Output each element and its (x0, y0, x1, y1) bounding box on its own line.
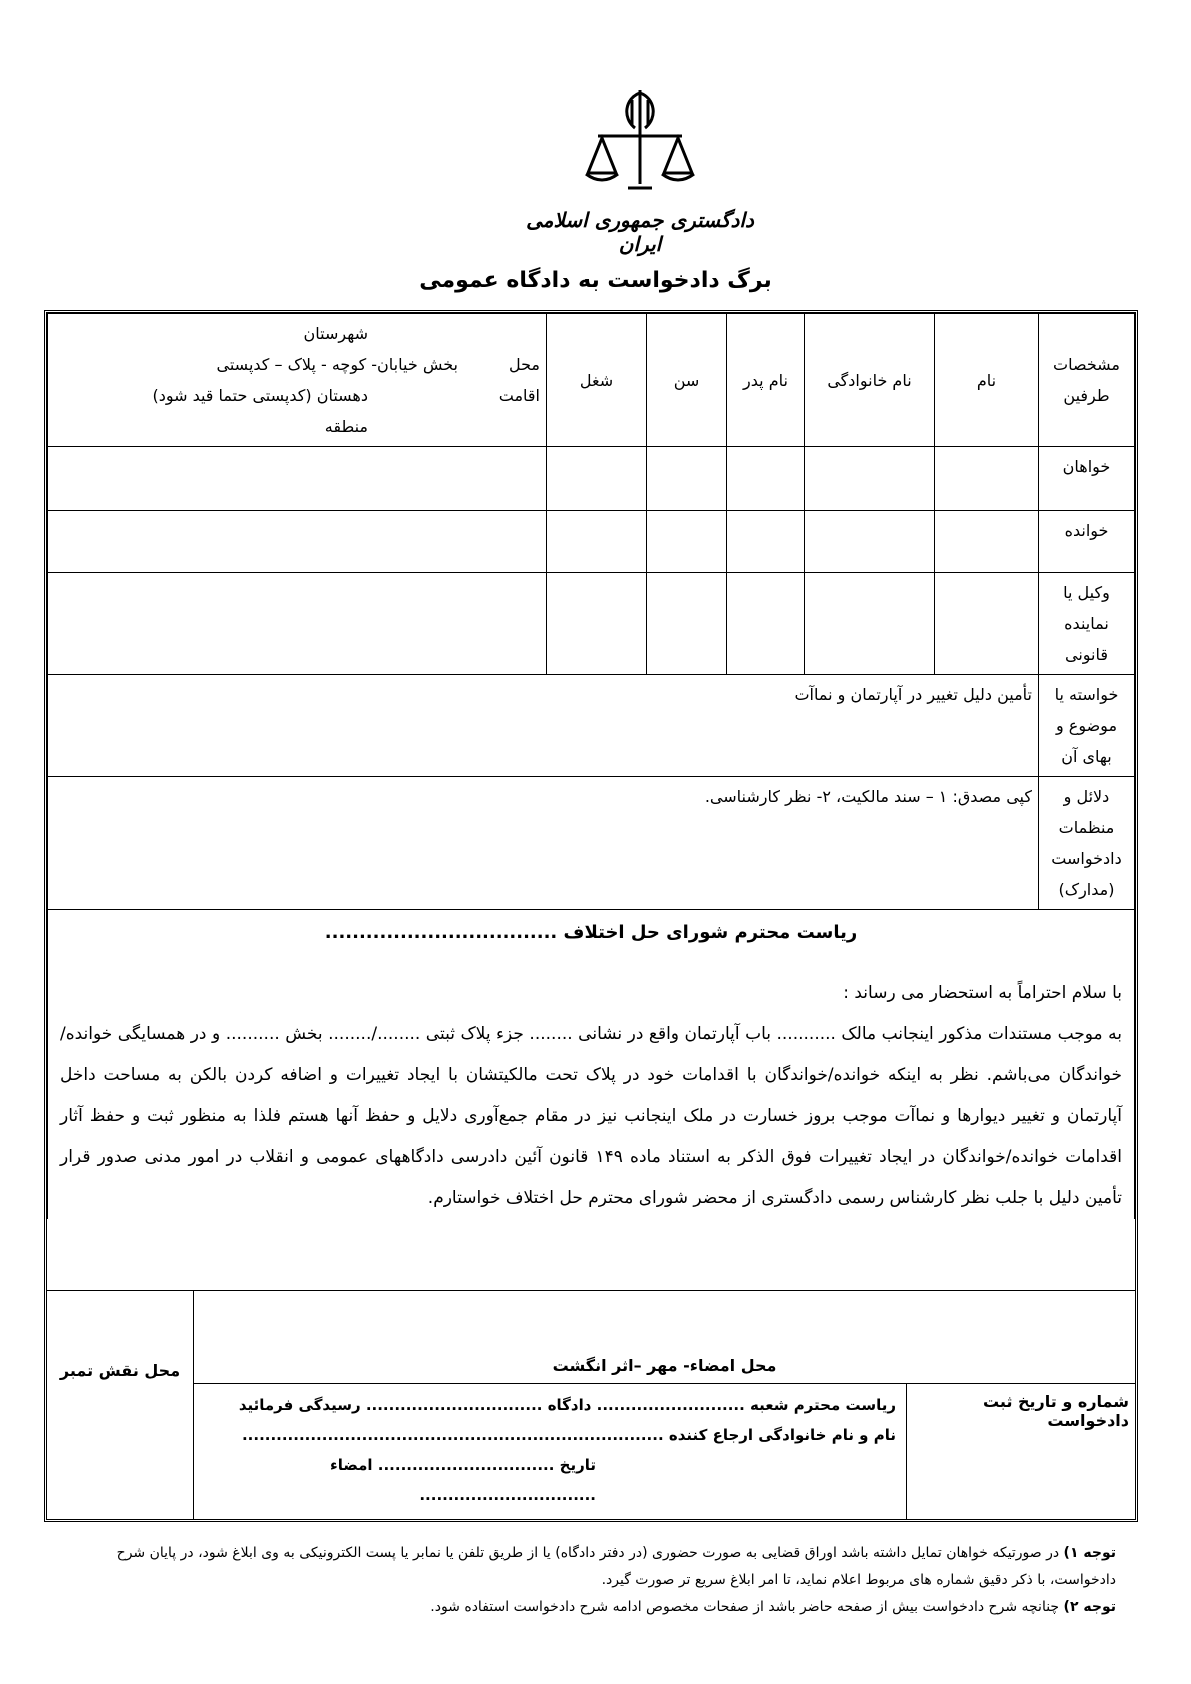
note-1 (66, 1540, 1116, 1594)
col-residence (48, 314, 547, 447)
evidence-value[interactable]: کپی مصدق: ۱ – سند مالکیت، ۲- نظر کارشناسی. (48, 777, 1039, 910)
col-parties: مشخصات طرفین (1039, 314, 1135, 447)
petition-greeting: با سلام احتراماً به استحضار می رساند : (843, 983, 1122, 1003)
petition-cell (48, 910, 1135, 1220)
lawyer-age[interactable] (647, 573, 727, 675)
note2-label: توجه ۲) (1063, 1599, 1116, 1615)
note1-label: توجه ۱) (1063, 1545, 1116, 1561)
claim-value[interactable]: تأمین دلیل تغییر در آپارتمان و نماآت (48, 675, 1039, 777)
defendant-father[interactable] (727, 511, 805, 573)
addr-line3: دهستان (کدپستی حتما قید شود) (152, 386, 368, 405)
addr-line1: شهرستان (303, 324, 368, 343)
stamp-label: محل نقش تمبر (59, 1361, 181, 1380)
plaintiff-father[interactable] (727, 447, 805, 511)
lawyer-name[interactable] (935, 573, 1039, 675)
row-plaintiff: خواهان (1039, 447, 1135, 511)
form-frame (44, 310, 1138, 1522)
plaintiff-age[interactable] (647, 447, 727, 511)
note2-text: چنانچه شرح دادخواست بیش از صفحه حاضر باشد از صفحات مخصوص ادامه شرح دادخواست استفاده شود. (430, 1599, 1064, 1615)
plaintiff-address[interactable] (48, 447, 547, 511)
referral-row (194, 1383, 1135, 1519)
claim-label: خواسته یا موضوع و بهای آن (1039, 675, 1135, 777)
col-age: سن (647, 314, 727, 447)
col-name: نام (935, 314, 1039, 447)
note1-text: در صورتیکه خواهان تمایل داشته باشد اوراق قضایی به صورت حضوری (در دفتر دادگاه) یا از طریق تلفن یا نمابر یا پست الکترونیکی به وی ابلاغ شود، در پایان شرح دادخواست، با ذکر دقیق شماره های مربوط اعلام نماید، تا امر ابلاغ سریع تر صورت گیرد. (116, 1545, 1116, 1588)
col-job: شغل (547, 314, 647, 447)
plaintiff-family[interactable] (805, 447, 935, 511)
lawyer-address[interactable] (48, 573, 547, 675)
defendant-address[interactable] (48, 511, 547, 573)
lawyer-family[interactable] (805, 573, 935, 675)
col-family: نام خانوادگی (805, 314, 935, 447)
registration-box[interactable] (906, 1384, 1135, 1519)
signature-box[interactable] (194, 1291, 1135, 1383)
signature-label: محل امضاء- مهر –اثر انگشت (552, 1356, 777, 1375)
referral-line3: تاریخ ............................... امضاء ............................... (330, 1456, 596, 1504)
stamp-box[interactable] (47, 1291, 194, 1519)
addr-line4: منطقه (324, 417, 368, 436)
addr-line2: بخش خیابان- کوچه - پلاک – کدپستی (216, 355, 458, 374)
note-2 (66, 1594, 1116, 1621)
row-lawyer: وکیل یا نماینده قانونی (1039, 573, 1135, 675)
plaintiff-job[interactable] (547, 447, 647, 511)
signature-block (47, 1290, 1135, 1519)
lawyer-job[interactable] (547, 573, 647, 675)
parties-table (47, 313, 1135, 1219)
defendant-job[interactable] (547, 511, 647, 573)
petition-body[interactable]: به موجب مستندات مذکور اینجانب مالک ........... باب آپارتمان واقع در نشانی ........ جزء پلاک ثبتی ......../........ بخش .......... و در همسایگی خوانده/خواندگان می‌باشم. نظر به اینکه خوانده/خواندگان با اقدامات خود در پلاک تحت مالکیتشان با ایجاد تغییرات و اضافه کردن بالکن به مساحت داخل آپارتمان و تغییر دیوارها و نماآت موجب بروز خسارت در ملک اینجانب نیز در مقام جمع‌آوری دلایل و حفظ آنها هستم فلذا به منظور ثبت و حفظ آثار اقدامات خوانده/خواندگان در ایجاد تغییرات فوق الذکر به استناد ماده ۱۴۹ قانون آئین دادرسی دادگاههای عمومی و انقلاب در امور مدنی صدور قرار تأمین دلیل با جلب نظر کارشناس رسمی دادگستری از محضر شورای محترم حل اختلاف خواستارم. (60, 1024, 1122, 1208)
referral-line1: ریاست محترم شعبه .......................... دادگاه ............................... رسیدگی فرمائید (238, 1396, 896, 1414)
defendant-family[interactable] (805, 511, 935, 573)
petition-addressee: ریاست محترم شورای حل اختلاف .................................. (324, 922, 858, 943)
row-defendant: خوانده (1039, 511, 1135, 573)
evidence-label: دلائل و منظمات دادخواست (مدارک) (1039, 777, 1135, 910)
referral-box[interactable] (194, 1384, 906, 1510)
registration-label: شماره و تاریخ ثبت دادخواست (982, 1392, 1129, 1430)
form-title: برگ دادخواست به دادگاه عمومی (419, 268, 772, 293)
seal-text: دادگستری جمهوری اسلامی ایران (526, 208, 754, 256)
residence-label: محل اقامت (498, 355, 540, 405)
judiciary-emblem-icon (580, 88, 700, 208)
col-father: نام پدر (727, 314, 805, 447)
referral-line2: نام و نام خانوادگی ارجاع کننده .......................................................................... (241, 1426, 896, 1444)
defendant-age[interactable] (647, 511, 727, 573)
plaintiff-name[interactable] (935, 447, 1039, 511)
defendant-name[interactable] (935, 511, 1039, 573)
notes (66, 1540, 1116, 1621)
lawyer-father[interactable] (727, 573, 805, 675)
